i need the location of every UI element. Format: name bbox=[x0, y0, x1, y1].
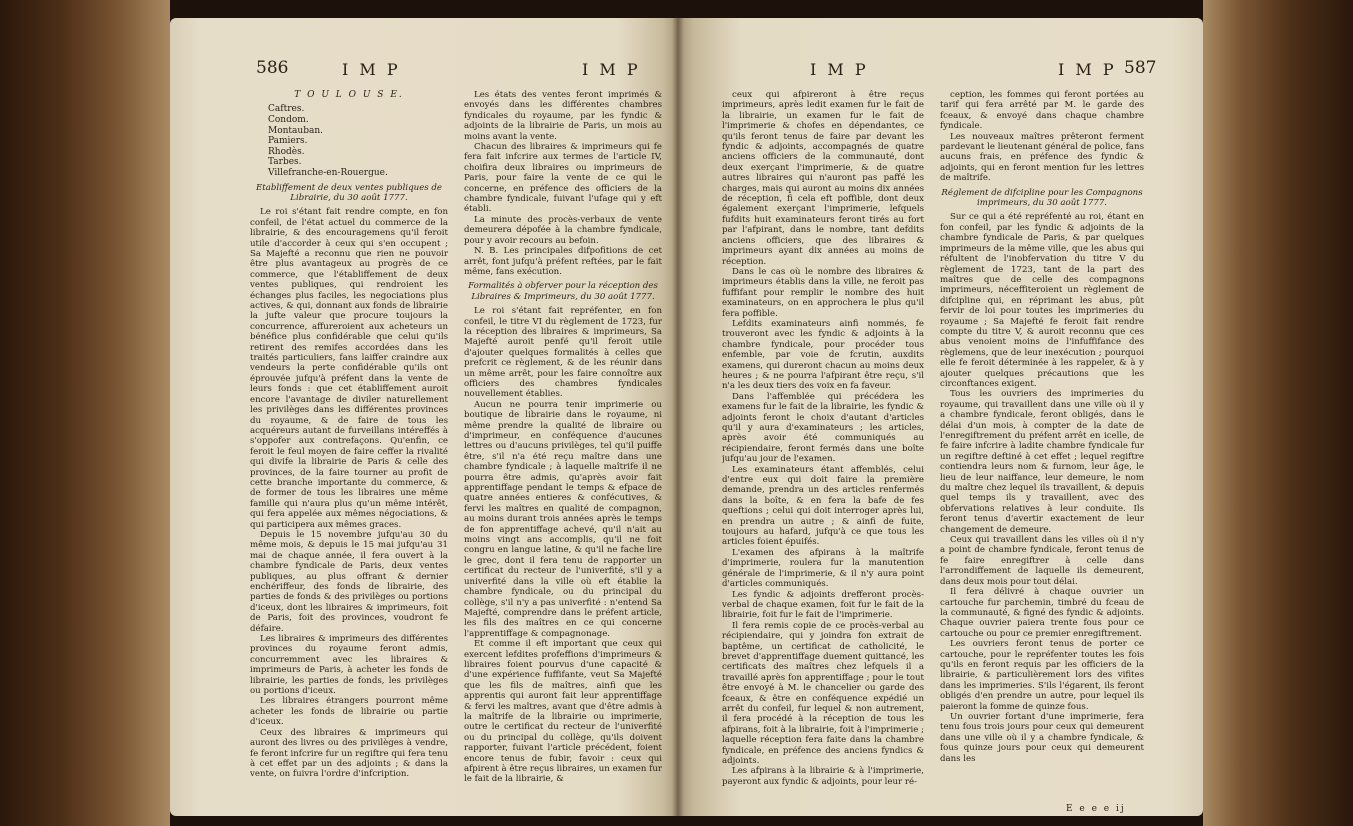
paragraph: Les libraires & imprimeurs des différentes provinces du royaume feront admis, concurremment avec les libraires & imprimeurs de Paris, à acheter les fonds de librairie, les parties de fonds, les privilèges ou portions d'iceux. bbox=[250, 634, 448, 697]
paragraph: Un ouvrier fortant d'une imprimerie, fera tenu fous trois jours pour ceux qui demeurent dans une ville où il y a chambre fyndicale, & fous quinze jours pour ceux qui demeurent dans les bbox=[940, 711, 1144, 764]
paragraph: Et comme il eft important que ceux qui exercent lefdites profeffions d'imprimeurs & libraires foient pourvus d'une capacité & d'une expérience fuffifante, veut Sa Majefté que les fils de maîtres, ainfi que les apprentis qui auront fait leur apprentiffage & fervi les maîtres, avant que d'être admis à la maîtrife de la librairie ou imprimerie, outre le certificat du recteur de l'univerfité ou du principal du collège, qu'ils doivent rapporter, fuivant l'article précédent, foient encore tenus de fubir, favoir : ceux qui afpirent à être reçus libraires, un examen fur le fait de la librairie, & bbox=[464, 639, 662, 785]
paragraph: Il fera délivré à chaque ouvrier un cartouche fur parchemin, timbré du fceau de la communauté, & figné des fyndic & adjoints. Chaque ouvrier paiera trente fous pour ce cartouche ou pour ce premier enregiftrement. bbox=[940, 587, 1144, 639]
province-heading: T O U L O U S E. bbox=[294, 90, 404, 100]
paragraph: Sur ce qui a été repréfenté au roi, étant en fon confeil, par les fyndic & adjoints de la chambre fyndicale de Paris, & par quelques imprimeurs de la même ville, que les abus qui réfultent de l'inobfervation du titre V du règlement de 1723, tant de la part des maîtres que de celle des compagnons imprimeurs, néceffiteroient un règlement de difcipline qui, en réprimant les abus, pût fervir de loi pour toutes les imprimeries du royaume ; Sa Majefté fe feroit fait rendre compte du titre V, & auroit reconnu que ces abus venoient moins de l'infuffifance des règlemens, que de leur inexécution ; pourquoi elle fe feroit déterminée à les rappeler, & à y ajouter quelques précautions que les circonftances exigent. bbox=[940, 212, 1144, 389]
running-head-right-a: I M P bbox=[810, 60, 869, 79]
running-head-right-b: I M P bbox=[1058, 60, 1117, 79]
page-number-left: 586 bbox=[256, 58, 289, 78]
town-item: Caftres. bbox=[268, 104, 305, 115]
signature-mark: E e e e ij bbox=[1066, 804, 1126, 814]
right-page-column-1 bbox=[722, 90, 924, 808]
paragraph: Les nouveaux maîtres prêteront ferment pardevant le lieutenant général de police, fans aucuns frais, en préfence des fyndic & adjoints, qui en feront mention fur les lettres de maîtrife. bbox=[940, 131, 1144, 184]
paragraph: La minute des procès-verbaux de vente demeurera dépofée à la chambre fyndicale, pour y avoir recours au befoin. bbox=[464, 214, 662, 246]
town-item: Condom. bbox=[268, 115, 309, 125]
page-number-right: 587 bbox=[1124, 58, 1157, 78]
town-item: Pamiers. bbox=[268, 136, 308, 147]
paragraph: Depuis le 15 novembre jufqu'au 30 du même mois, & depuis le 15 mai jufqu'au 31 mai de chaque année, il fera ouvert à la chambre fyndicale de Paris, deux ventes publiques, au plus offrant & dernier enchériffeur, des fonds de librairie, des parties de fonds & des privilèges ou portions d'iceux, dont les libraires & imprimeurs, foit de Paris, foit des provinces, voudront fe défaire. bbox=[250, 529, 448, 634]
left-page-column-1 bbox=[250, 90, 448, 808]
town-item: Montauban. bbox=[268, 125, 323, 136]
paragraph: Ceux qui travaillent dans les villes où il n'y a point de chambre fyndicale, feront tenus de fe faire enregiftrer à celle dans l'arrondiffement de laquelle ils demeurent, dans deux mois pour tout délai. bbox=[940, 535, 1144, 587]
section-title: Réglement de difcipline pour les Compagnons imprimeurs, du 30 août 1777. bbox=[941, 187, 1143, 209]
town-item: Tarbes. bbox=[268, 157, 302, 168]
right-page-column-2 bbox=[940, 90, 1144, 808]
left-page-column-2 bbox=[464, 90, 662, 808]
paragraph: Dans l'affemblée qui précédera les examens fur le fait de la librairie, les fyndic & adjoints feront le choix d'autant d'articles qu'il y aura d'examinateurs ; les articles, après avoir été communiqués au récipiendaire, feront fermés dans une boîte jufqu'au jour de l'examen. bbox=[722, 391, 924, 465]
paragraph: L'examen des afpirans à la maîtrife d'imprimerie, roulera fur la manutention générale de l'imprimerie, & il n'y aura point d'articles communiqués. bbox=[722, 547, 924, 590]
town-item: Rhodès. bbox=[268, 146, 305, 157]
paragraph: Il fera remis copie de ce procès-verbal au récipiendaire, qui y joindra fon extrait de baptême, un certificat de catholicité, le brevet d'apprentiffage duement quittancé, les certificats des maîtres chez lefquels il a travaillé après fon apprentiffage ; pour le tout être envoyé à M. le chancelier ou garde des fceaux, & être en conféquence expédié un arrêt du confeil, fur lequel & non autrement, il fera procédé à la réception de tous les afpirans, foit à la librairie, foit à l'imprimerie ; laquelle réception fera faite dans la chambre fyndicale, en préfence des anciens fyndics & adjoints. bbox=[722, 620, 924, 766]
paragraph: Ceux des libraires & imprimeurs qui auront des livres ou des privilèges à vendre, fe feront infcrire fur un regiftre qui fera tenu à cet effet par un des adjoints ; & dans la vente, on fuivra l'ordre d'infcription. bbox=[250, 727, 448, 780]
paragraph: Aucun ne pourra tenir imprimerie ou boutique de librairie dans le royaume, ni même prendre la qualité de libraire ou d'imprimeur, en conféquence d'aucunes lettres ou d'aucuns privilèges, tel qu'il puiffe être, s'il n'a été reçu maître dans une chambre fyndicale ; à laquelle maîtrife il ne pourra être admis, qu'après avoir fait apprentiffage pendant le temps & efpace de quatre années entieres & confécutives, & fervi les maîtres en qualité de compagnon, au moins durant trois années après le temps de fon apprentiffage achevé, qu'il n'ait au moins vingt ans accomplis, qu'il ne foit congru en langue latine, & qu'il ne fache lire le grec, dont il fera tenu de rapporter un certificat du recteur de l'univerfité, s'il y a univerfité dans la ville où eft établie la chambre fyndicale, ou du principal du collège, s'il n'y a pas univerfité : n'entend Sa Majefté, comprendre dans le préfent article, les fils des maîtres en ce qui concerne l'apprentiffage & compagnonage. bbox=[464, 399, 662, 639]
paragraph: Les examinateurs étant affemblés, celui d'entre eux qui doit faire la première demande, prendra un des articles renfermés dans la boîte, & en fera la bafe de fes queftions ; celui qui doit interroger après lui, en prendra un autre ; & ainfi de fuite, toujours au hafard, jufqu'à ce que tous les articles foient épuifés. bbox=[722, 464, 924, 548]
paragraph: N. B. Les principales difpofitions de cet arrêt, font jufqu'à préfent reftées, par le fait même, fans exécution. bbox=[464, 246, 662, 277]
paragraph: Les afpirans à la librairie & à l'imprimerie, payeront aux fyndic & adjoints, pour leur ré- bbox=[722, 766, 924, 787]
paragraph: Les ouvriers feront tenus de porter ce cartouche, pour le repréfenter toutes les fois qu'ils en feront requis par les officiers de la librairie, & particulièrement lors des vifites dans les imprimeries. S'ils l'égarent, ils feront obligés d'en prendre un autre, pour lequel ils paieront la fomme de quinze fous. bbox=[940, 639, 1144, 712]
right-page bbox=[678, 18, 1203, 816]
book-gutter bbox=[672, 18, 684, 816]
paragraph: Les états des ventes feront imprimés & envoyés dans les différentes chambres fyndicales du royaume, par les fyndic & adjoints de la librairie de Paris, un mois au moins avant la vente. bbox=[464, 90, 662, 142]
paragraph: Dans le cas où le nombre des libraires & imprimeurs établis dans la ville, ne feroit pas fuffifant pour remplir le nombre des huit examinateurs, on en approchera le plus qu'il fera poffible. bbox=[722, 266, 924, 319]
left-page bbox=[170, 18, 678, 816]
paragraph: ceux qui afpireront à être reçus imprimeurs, après ledit examen fur le fait de la librairie, un examen fur le fait de l'imprimerie & chofes en dépendantes, ce qu'ils feront tenus de faire par devant les fyndic & adjoints, accompagnés de quatre anciens officiers de la communauté, dont deux exerçant l'imprimerie, & de quatre autres libraires qui n'auront pas paffé les charges, mais qui auront au moins dix années de réception, fi cela eft poffible, dont deux également exerçant l'imprimerie, lefquels fufdits huit examinateurs feront tirés au fort par l'afpirant, dans le nombre, tant defdits anciens officiers, que des libraires & imprimeurs ayant dix années au moins de réception. bbox=[722, 90, 924, 267]
running-head-left-b: I M P bbox=[582, 60, 641, 79]
paragraph: Lefdits examinateurs ainfi nommés, fe trouveront avec les fyndic & adjoints à la chambre fyndicale, pour procéder tous enfemble, par voie de fcrutin, auxdits examens, qui dureront chacun au moins deux heures ; & ne pourra l'afpirant être reçu, s'il n'a les deux tiers des voix en fa faveur. bbox=[722, 318, 924, 392]
paragraph: Le roi s'étant fait rendre compte, en fon confeil, de l'état actuel du commerce de la librairie, & des encouragemens qu'il feroit utile d'accorder à ceux qui s'en occupent ; Sa Majefté a reconnu que rien ne pouvoir être plus avantageux au progrès de ce commerce, que l'établiffement de deux ventes publiques, qui rendroient les échanges plus faciles, les negociations plus actives, & qui, donnant aux fonds de librairie la jufte valeur que procure toujours la concurrence, affureroient aux acheteurs un bénéfice plus confidérable que celui qu'ils retirent des remifes accordées dans les traités particuliers, fans laiffer craindre aux vendeurs la perte confidérable qu'ils ont éprouvée jufqu'à préfent dans la vente de leurs fonds : que cet établiffement auroit encore l'avantage de diviler naturellement les privilèges dans les différentes provinces du royaume, & de faire de tous les acquéreurs autant de furveillans intéreffés à s'oppofer aux contrefaçons. Qu'enfin, ce feroit le feul moyen de faire ceffer la rivalité qui divife la librairie de Paris & celle des provinces, de la faire tourner au profit de cette branche importante du commerce, & de former de tous les libraires une même famille qui n'aura plus qu'un même intérêt, qui fera appelée aux mêmes négociations, & qui participera aux mêmes graces. bbox=[250, 207, 448, 530]
right-page-edges bbox=[1203, 0, 1353, 826]
paragraph: Les fyndic & adjoints drefferont procès-verbal de chaque examen, foit fur le fait de la librairie, foit fur le fait de l'imprimerie. bbox=[722, 589, 924, 621]
paragraph: Chacun des libraires & imprimeurs qui fe fera fait infcrire aux termes de l'article IV, choifira deux libraires ou imprimeurs de Paris, pour faire la vente de ce qui le concerne, en préfence des officiers de la chambre fyndicale, fuivant l'ufage qui y eft établi. bbox=[464, 142, 662, 215]
section-title: Formalités à obferver pour la réception des Libraires & Imprimeurs, du 30 août 1777. bbox=[468, 281, 658, 302]
section-title: Etabliffement de deux ventes publiques de Librairie, du 30 août 1777. bbox=[255, 182, 443, 203]
left-page-edges bbox=[0, 0, 170, 826]
paragraph: Tous les ouvriers des imprimeries du royaume, qui travaillent dans une ville où il y a chambre fyndicale, feront obligés, dans le délai d'un mois, à compter de la date de l'enregiftrement du préfent arrêt en icelle, de fe faire infcrire à ladite chambre fyndicale fur un regiftre deftiné à cet effet ; lequel regiftre contiendra leurs nom & furnom, leur âge, le lieu de leur naiffance, leur demeure, le nom du maître chez lequel ils travaillent, & depuis quel temps ils y travaillent, avec des obfervations relatives à leur conduite. Ils feront tenus d'avertir exactement de leur changement de demeure. bbox=[940, 389, 1144, 535]
paragraph: Le roi s'étant fait repréfenter, en fon confeil, le titre VI du règlement de 1723, fur la réception des libraires & imprimeurs, Sa Majefté auroit penfé qu'il feroit utile d'ajouter quelques formalités à celles que prefcrit ce règlement, & de les réunir dans un même arrêt, pour les faire connoître aux officiers des chambres fyndicales nouvellement établies. bbox=[464, 306, 662, 400]
running-head-left-a: I M P bbox=[342, 60, 401, 79]
town-item: Villefranche-en-Rouergue. bbox=[268, 167, 388, 178]
paragraph: ception, les fommes qui feront portées au tarif qui fera arrêté par M. le garde des fceaux, & envoyé dans chaque chambre fyndicale. bbox=[940, 90, 1144, 132]
paragraph: Les libraires étrangers pourront même acheter les fonds de librairie ou partie d'iceux. bbox=[250, 696, 448, 728]
